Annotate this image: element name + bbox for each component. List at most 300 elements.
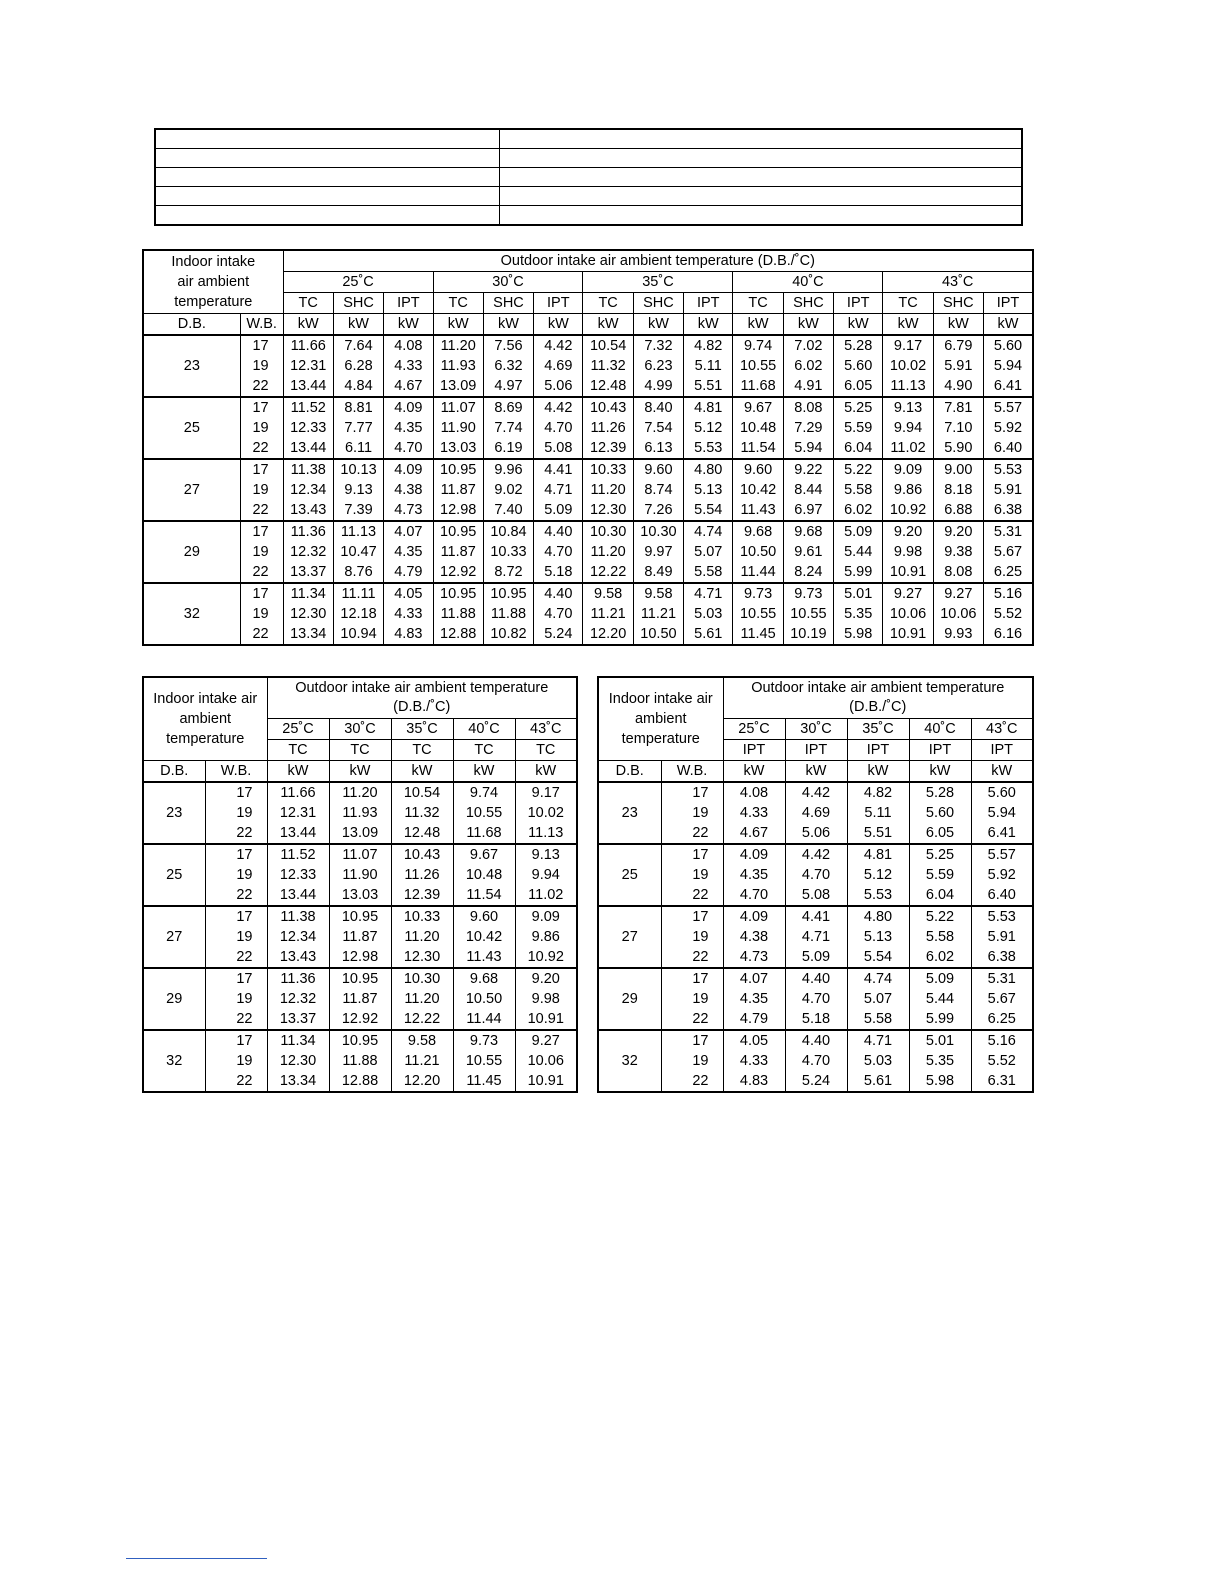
data-value: 4.08 [384,335,433,356]
data-value: 11.90 [433,418,483,438]
data-value: 10.91 [883,624,933,645]
data-value: 5.61 [847,1071,909,1092]
data-value: 13.03 [329,885,391,906]
data-value: 9.73 [783,583,833,604]
table-row [598,1051,1033,1071]
unit-label: kW [453,761,515,783]
data-value: 9.58 [633,583,683,604]
data-value: 5.07 [684,542,733,562]
wb-value: 19 [205,803,267,823]
data-value: 4.74 [847,968,909,989]
data-value: 10.06 [933,604,983,624]
data-value: 4.41 [534,459,583,480]
metric-header: TC [453,740,515,761]
data-value: 10.54 [391,782,453,803]
wb-value: 22 [661,1009,723,1030]
data-value: 6.38 [983,500,1033,521]
data-value: 4.69 [534,356,583,376]
data-value: 6.40 [983,438,1033,459]
spec-label-cell [155,206,499,226]
data-value: 5.98 [909,1071,971,1092]
data-value: 10.42 [733,480,783,500]
data-value: 13.37 [283,562,333,583]
data-value: 4.73 [384,500,433,521]
data-value: 8.24 [783,562,833,583]
header-row [143,314,1033,336]
db-value: 23 [598,782,661,844]
data-value: 9.73 [453,1030,515,1051]
wb-value: 19 [661,1051,723,1071]
metric-header: TC [583,293,633,314]
data-value: 5.25 [834,397,883,418]
table-row [143,823,577,844]
data-value: 12.92 [329,1009,391,1030]
data-value: 7.74 [483,418,533,438]
indoor-header-line: Indoor intake air [153,691,258,707]
data-value: 5.51 [684,376,733,397]
data-value: 8.18 [933,480,983,500]
temp-header: 30˚C [329,719,391,740]
data-value: 4.35 [384,542,433,562]
data-value: 10.95 [329,1030,391,1051]
db-value: 32 [143,583,240,645]
data-value: 11.44 [733,562,783,583]
indoor-header-line: ambient [179,711,232,727]
data-value: 10.95 [329,906,391,927]
wb-value: 19 [240,418,283,438]
data-value: 6.41 [971,823,1033,844]
metric-header: IPT [534,293,583,314]
data-value: 11.36 [283,521,333,542]
data-value: 5.13 [684,480,733,500]
data-value: 5.22 [909,906,971,927]
data-value: 5.58 [847,1009,909,1030]
data-value: 10.43 [583,397,633,418]
data-value: 5.61 [684,624,733,645]
data-value: 4.70 [534,418,583,438]
table-row [598,803,1033,823]
metric-header: IPT [983,293,1033,314]
data-value: 11.02 [883,438,933,459]
data-value: 10.55 [783,604,833,624]
data-value: 6.88 [933,500,983,521]
data-value: 5.92 [971,865,1033,885]
data-value: 5.18 [785,1009,847,1030]
data-value: 5.09 [909,968,971,989]
wb-value: 17 [661,906,723,927]
data-value: 10.43 [391,844,453,865]
data-value: 11.38 [267,906,329,927]
table-row [143,844,577,865]
data-value: 11.20 [583,542,633,562]
data-value: 4.83 [384,624,433,645]
wb-value: 19 [205,865,267,885]
data-value: 10.82 [483,624,533,645]
table-row [143,583,1033,604]
data-value: 10.92 [515,947,577,968]
table-row [598,782,1033,803]
data-value: 6.02 [909,947,971,968]
performance-table-input-power [597,676,1034,1093]
data-value: 5.60 [909,803,971,823]
data-value: 12.98 [433,500,483,521]
data-value: 11.21 [583,604,633,624]
data-value: 11.07 [433,397,483,418]
data-value: 4.91 [783,376,833,397]
data-value: 4.69 [785,803,847,823]
data-value: 5.31 [971,968,1033,989]
data-value: 13.44 [267,885,329,906]
db-value: 23 [143,782,205,844]
data-value: 5.44 [909,989,971,1009]
data-value: 9.61 [783,542,833,562]
data-value: 13.44 [267,823,329,844]
data-value: 5.06 [785,823,847,844]
spec-label-cell [155,149,499,168]
data-value: 9.22 [783,459,833,480]
data-value: 4.71 [847,1030,909,1051]
db-value: 29 [598,968,661,1030]
data-value: 13.03 [433,438,483,459]
data-value: 10.42 [453,927,515,947]
wb-value: 22 [240,500,283,521]
temp-header: 30˚C [785,719,847,740]
data-value: 11.68 [733,376,783,397]
header-row [143,761,577,783]
performance-table-input-power-body [598,677,1033,1092]
table-row [143,521,1033,542]
data-value: 7.40 [483,500,533,521]
header-row [598,677,1033,719]
data-value: 7.39 [333,500,383,521]
data-value: 10.55 [733,604,783,624]
data-value: 5.01 [834,583,883,604]
unit-label: kW [391,761,453,783]
data-value: 10.48 [453,865,515,885]
temp-header: 43˚C [971,719,1033,740]
data-value: 5.91 [971,927,1033,947]
unit-label: kW [733,314,783,336]
data-value: 4.40 [785,968,847,989]
data-value: 9.67 [453,844,515,865]
data-value: 13.37 [267,1009,329,1030]
data-value: 4.09 [723,906,785,927]
wb-value: 17 [240,583,283,604]
data-value: 10.84 [483,521,533,542]
data-value: 9.74 [733,335,783,356]
data-value: 12.34 [267,927,329,947]
unit-label: kW [483,314,533,336]
wb-value: 17 [661,782,723,803]
data-value: 5.07 [847,989,909,1009]
metric-header: IPT [971,740,1033,761]
temp-header: 40˚C [909,719,971,740]
data-value: 4.71 [785,927,847,947]
data-value: 11.34 [283,583,333,604]
data-value: 4.99 [633,376,683,397]
data-value: 7.02 [783,335,833,356]
table-row [143,947,577,968]
data-value: 4.97 [483,376,533,397]
table-row [598,865,1033,885]
unit-label: kW [684,314,733,336]
data-value: 9.20 [515,968,577,989]
temp-header: 25˚C [283,272,433,293]
data-value: 5.54 [684,500,733,521]
data-value: 5.01 [909,1030,971,1051]
data-value: 8.74 [633,480,683,500]
data-value: 4.09 [384,397,433,418]
data-value: 9.93 [933,624,983,645]
table-row [598,989,1033,1009]
wb-value: 19 [205,927,267,947]
wb-value: 19 [240,480,283,500]
data-value: 5.24 [534,624,583,645]
wb-value: 22 [205,885,267,906]
metric-header: IPT [684,293,733,314]
data-value: 6.97 [783,500,833,521]
data-value: 13.34 [267,1071,329,1092]
spec-value-cell [499,129,1022,149]
data-value: 5.90 [933,438,983,459]
data-value: 10.55 [453,1051,515,1071]
data-value: 12.48 [391,823,453,844]
data-value: 4.70 [785,989,847,1009]
data-value: 10.94 [333,624,383,645]
data-value: 10.55 [453,803,515,823]
data-value: 5.51 [847,823,909,844]
indoor-header-line: Indoor intake [171,254,256,270]
data-value: 8.49 [633,562,683,583]
data-value: 9.86 [883,480,933,500]
db-value: 32 [598,1030,661,1092]
data-value: 11.07 [329,844,391,865]
data-value: 12.32 [267,989,329,1009]
wb-value: 22 [661,1071,723,1092]
data-value: 5.03 [847,1051,909,1071]
metric-header: IPT [723,740,785,761]
data-value: 4.05 [384,583,433,604]
table-row [598,906,1033,927]
table-row [143,1071,577,1092]
data-value: 10.02 [883,356,933,376]
data-value: 12.22 [583,562,633,583]
data-value: 5.25 [909,844,971,865]
unit-label: kW [433,314,483,336]
data-value: 12.22 [391,1009,453,1030]
wb-value: 22 [661,885,723,906]
data-value: 12.33 [283,418,333,438]
metric-header: IPT [785,740,847,761]
data-value: 12.20 [391,1071,453,1092]
data-value: 5.53 [983,459,1033,480]
data-value: 4.67 [384,376,433,397]
data-value: 6.04 [834,438,883,459]
table-row [143,459,1033,480]
wb-value: 17 [205,782,267,803]
data-value: 9.94 [515,865,577,885]
data-value: 13.34 [283,624,333,645]
data-value: 11.13 [333,521,383,542]
unit-label: kW [333,314,383,336]
metric-header: SHC [933,293,983,314]
data-value: 6.13 [633,438,683,459]
wb-value: 19 [661,927,723,947]
spec-label-cell [155,187,499,206]
data-value: 10.54 [583,335,633,356]
data-value: 5.16 [983,583,1033,604]
data-value: 7.26 [633,500,683,521]
spec-label-cell [155,129,499,149]
data-value: 10.95 [483,583,533,604]
table-row [143,906,577,927]
data-value: 5.11 [847,803,909,823]
spec-label-cell [155,168,499,187]
data-value: 12.88 [329,1071,391,1092]
wb-label: W.B. [661,761,723,783]
data-value: 4.08 [723,782,785,803]
data-value: 12.30 [267,1051,329,1071]
table-row [143,624,1033,645]
data-value: 12.30 [283,604,333,624]
wb-value: 22 [240,624,283,645]
data-value: 4.07 [723,968,785,989]
wb-value: 17 [661,1030,723,1051]
spec-value-cell [499,168,1022,187]
data-value: 11.20 [329,782,391,803]
metric-header: TC [883,293,933,314]
data-value: 4.40 [534,583,583,604]
table-row [598,1071,1033,1092]
outdoor-header: Outdoor intake air ambient temperature (D.B./˚C) [283,250,1033,272]
table-row [598,1009,1033,1030]
indoor-header-line: temperature [621,731,700,747]
wb-value: 17 [661,968,723,989]
table-row [143,604,1033,624]
data-value: 12.48 [583,376,633,397]
data-value: 9.27 [883,583,933,604]
temp-header: 40˚C [733,272,883,293]
data-value: 9.13 [515,844,577,865]
wb-value: 17 [205,844,267,865]
data-value: 5.92 [983,418,1033,438]
data-value: 5.94 [783,438,833,459]
wb-value: 19 [661,803,723,823]
data-value: 10.50 [453,989,515,1009]
data-value: 9.17 [883,335,933,356]
data-value: 9.20 [933,521,983,542]
data-value: 5.22 [834,459,883,480]
data-value: 11.87 [433,480,483,500]
data-value: 6.41 [983,376,1033,397]
temp-header: 25˚C [267,719,329,740]
data-value: 11.54 [733,438,783,459]
data-value: 9.98 [883,542,933,562]
unit-label: kW [534,314,583,336]
data-value: 9.27 [515,1030,577,1051]
temp-header: 30˚C [433,272,583,293]
data-value: 9.38 [933,542,983,562]
data-value: 11.66 [267,782,329,803]
data-value: 5.94 [983,356,1033,376]
wb-value: 19 [240,542,283,562]
data-value: 13.44 [283,438,333,459]
data-value: 10.33 [391,906,453,927]
data-value: 9.27 [933,583,983,604]
data-value: 4.09 [384,459,433,480]
data-value: 12.39 [583,438,633,459]
data-value: 6.23 [633,356,683,376]
wb-value: 22 [661,823,723,844]
data-value: 12.20 [583,624,633,645]
data-value: 10.55 [733,356,783,376]
db-label: D.B. [598,761,661,783]
wb-value: 17 [205,968,267,989]
data-value: 4.33 [723,1051,785,1071]
data-value: 5.09 [534,500,583,521]
table-row [143,968,577,989]
data-value: 10.19 [783,624,833,645]
data-value: 12.31 [283,356,333,376]
data-value: 9.00 [933,459,983,480]
data-value: 11.93 [433,356,483,376]
unit-label: kW [785,761,847,783]
data-value: 4.40 [534,521,583,542]
data-value: 4.33 [384,356,433,376]
unit-label: kW [783,314,833,336]
wb-value: 19 [661,865,723,885]
unit-label: kW [883,314,933,336]
spec-table-body [155,129,1022,225]
data-value: 5.58 [834,480,883,500]
table-row [143,335,1033,356]
data-value: 6.02 [834,500,883,521]
outdoor-header-line: Outdoor intake air ambient temperature [295,680,549,696]
data-value: 6.25 [983,562,1033,583]
data-value: 4.73 [723,947,785,968]
data-value: 7.32 [633,335,683,356]
spec-row [155,168,1022,187]
data-value: 11.20 [583,480,633,500]
data-value: 5.57 [971,844,1033,865]
data-value: 4.82 [684,335,733,356]
indoor-header-line: Indoor intake air [608,691,713,707]
data-value: 12.92 [433,562,483,583]
data-value: 13.43 [267,947,329,968]
data-value: 10.48 [733,418,783,438]
db-value: 23 [143,335,240,397]
data-value: 11.45 [733,624,783,645]
data-value: 11.20 [391,927,453,947]
table-row [143,1009,577,1030]
wb-value: 19 [205,1051,267,1071]
metric-header: TC [329,740,391,761]
outdoor-header [723,677,1033,719]
db-value: 25 [143,397,240,459]
data-value: 11.21 [633,604,683,624]
data-value: 4.70 [534,542,583,562]
data-value: 4.42 [785,782,847,803]
table-row [143,356,1033,376]
data-value: 11.11 [333,583,383,604]
data-value: 5.53 [847,885,909,906]
data-value: 9.96 [483,459,533,480]
wb-value: 22 [661,947,723,968]
indoor-header-line: air ambient [177,274,250,290]
data-value: 4.33 [384,604,433,624]
data-value: 8.81 [333,397,383,418]
table-row [598,947,1033,968]
